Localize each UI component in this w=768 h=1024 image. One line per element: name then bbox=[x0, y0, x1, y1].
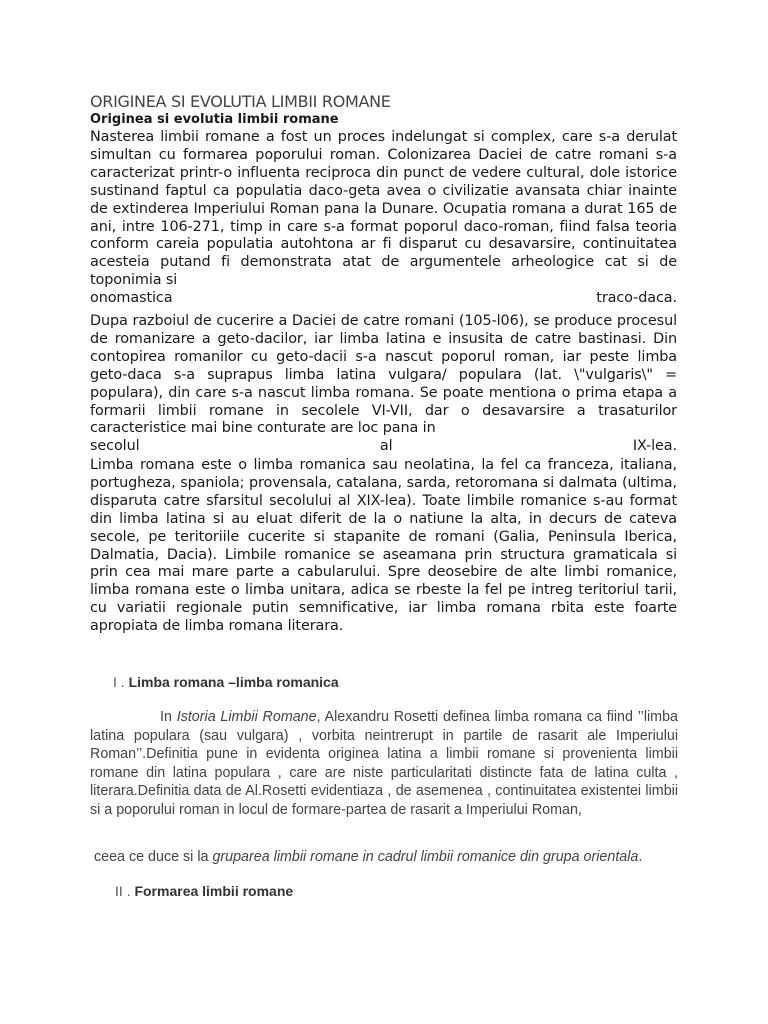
paragraph-word: IX-lea. bbox=[632, 438, 677, 455]
paragraph-text: . bbox=[638, 849, 643, 865]
paragraph-text: Dupa razboiul de cucerire a Daciei de catre romani (105-l06), se produce procesul de romanizare a geto-dacilor, iar limba latina e insusita de catre bastinasi. Din contopirea romanilor cu geto-dacii s-a nascut poporul roman, iar peste limba geto-daca s-a suprapus limba latina vulgara/ populara (lat. \"vulgaris\" = populara), din care s-a nascut limba romana. Se poate mentiona o prima etapa a formarii limbii romane in secolele VI-VII, dar o desavarsire a trasaturilor caracteristice mai bine conturate are loc pana in bbox=[90, 313, 677, 437]
paragraph-word: onomastica bbox=[90, 290, 173, 307]
paragraph-last-line bbox=[90, 290, 677, 308]
paragraph-text: Nasterea limbii romane a fost un proces indelungat si complex, care s-a derulat simultan cu formarea poporului roman. Colonizarea Daciei de catre romani s-a caracterizat printr-o influenta reciproca din punct de vedere cultural, dole istorice sustinand faptul ca populatia daco-geta avea o civilizatie avansata chiar inainte de extinderea Imperiului Roman pana la Dunare. Ocupatia romana a durat 165 de ani, intre 106-271, timp in care s-a format poporul daco-roman, fiind falsa teoria conform careia populatia autohtona ar fi disparut cu desavarsire, continuitatea acesteia putand fi demonstrata atat de argumentele arheologice cat si de toponimia si bbox=[90, 129, 677, 289]
document-title: ORIGINEA SI EVOLUTIA LIMBII ROMANE bbox=[90, 92, 391, 111]
document-subtitle: Originea si evolutia limbii romane bbox=[90, 112, 339, 127]
paragraph-italic: Istoria Limbii Romane bbox=[176, 709, 317, 725]
paragraph-last-line bbox=[90, 438, 677, 456]
section-title: Limba romana –limba romanica bbox=[128, 674, 339, 690]
paragraph-text: In bbox=[160, 709, 172, 725]
paragraph-romance-language: Limba romana este o limba romanica sau neolatina, la fel ca franceza, italiana, portugheza, spaniola; provensala, catalana, sarda, retoromana si dalmata (ultima, disparuta catre sfarsitul secolului al XIX-lea). Toate limbile romanice s-au format din limba latina si au eluat diferit de la o natiune la alta, in decurs de cateva secole, pe teritoriile cucerite si stapanite de romani (Galia, Peninsula Iberica, Dalmatia, Dacia). Limbile romanice se aseamana prin structura gramaticala si prin cea mai mare parte a cabularului. Spre deosebire de alte limbi romanice, limba romana este o limba unitara, adica se rbeste la fel pe intreg teritoriul tarii, cu variatii regionale putin semnificative, iar limba romana rbita este foarte apropiata de limba romana literara. bbox=[90, 457, 677, 635]
paragraph-italic: gruparea limbii romane in cadrul limbii romanice din grupa orientala bbox=[212, 849, 639, 865]
paragraph-grouping bbox=[94, 849, 642, 865]
section-heading-1 bbox=[113, 674, 339, 690]
paragraph-rosetti bbox=[90, 708, 678, 820]
section-title: Formarea limbii romane bbox=[134, 883, 294, 899]
paragraph-romanization bbox=[90, 313, 677, 456]
paragraph-word: secolul bbox=[90, 438, 140, 455]
paragraph-origin bbox=[90, 129, 677, 308]
paragraph-word: al bbox=[379, 438, 393, 455]
paragraph-word: traco-daca. bbox=[596, 290, 677, 307]
section-number: I . bbox=[113, 674, 125, 690]
section-number: II . bbox=[115, 883, 131, 899]
paragraph-text: ceea ce duce si la bbox=[94, 849, 209, 865]
paragraph-text: , Alexandru Rosetti definea limba romana ca fiind ’’limba latina populara (sau vulgara) , vorbita neintrerupt in partile de rasarit ale Imperiului Roman’’.Definitia pune in evidenta originea latina a limbii romane si provenienta limbii romane din latina populara , care are niste particularitati distincte fata de latina culta , literara.Definitia data de Al.Rosetti evidentiaza , de asemenea , continuitatea existentei limbii si a poporului roman in locul de formare-partea de rasarit a Imperiului Roman, bbox=[90, 709, 678, 818]
section-heading-2 bbox=[115, 883, 293, 899]
